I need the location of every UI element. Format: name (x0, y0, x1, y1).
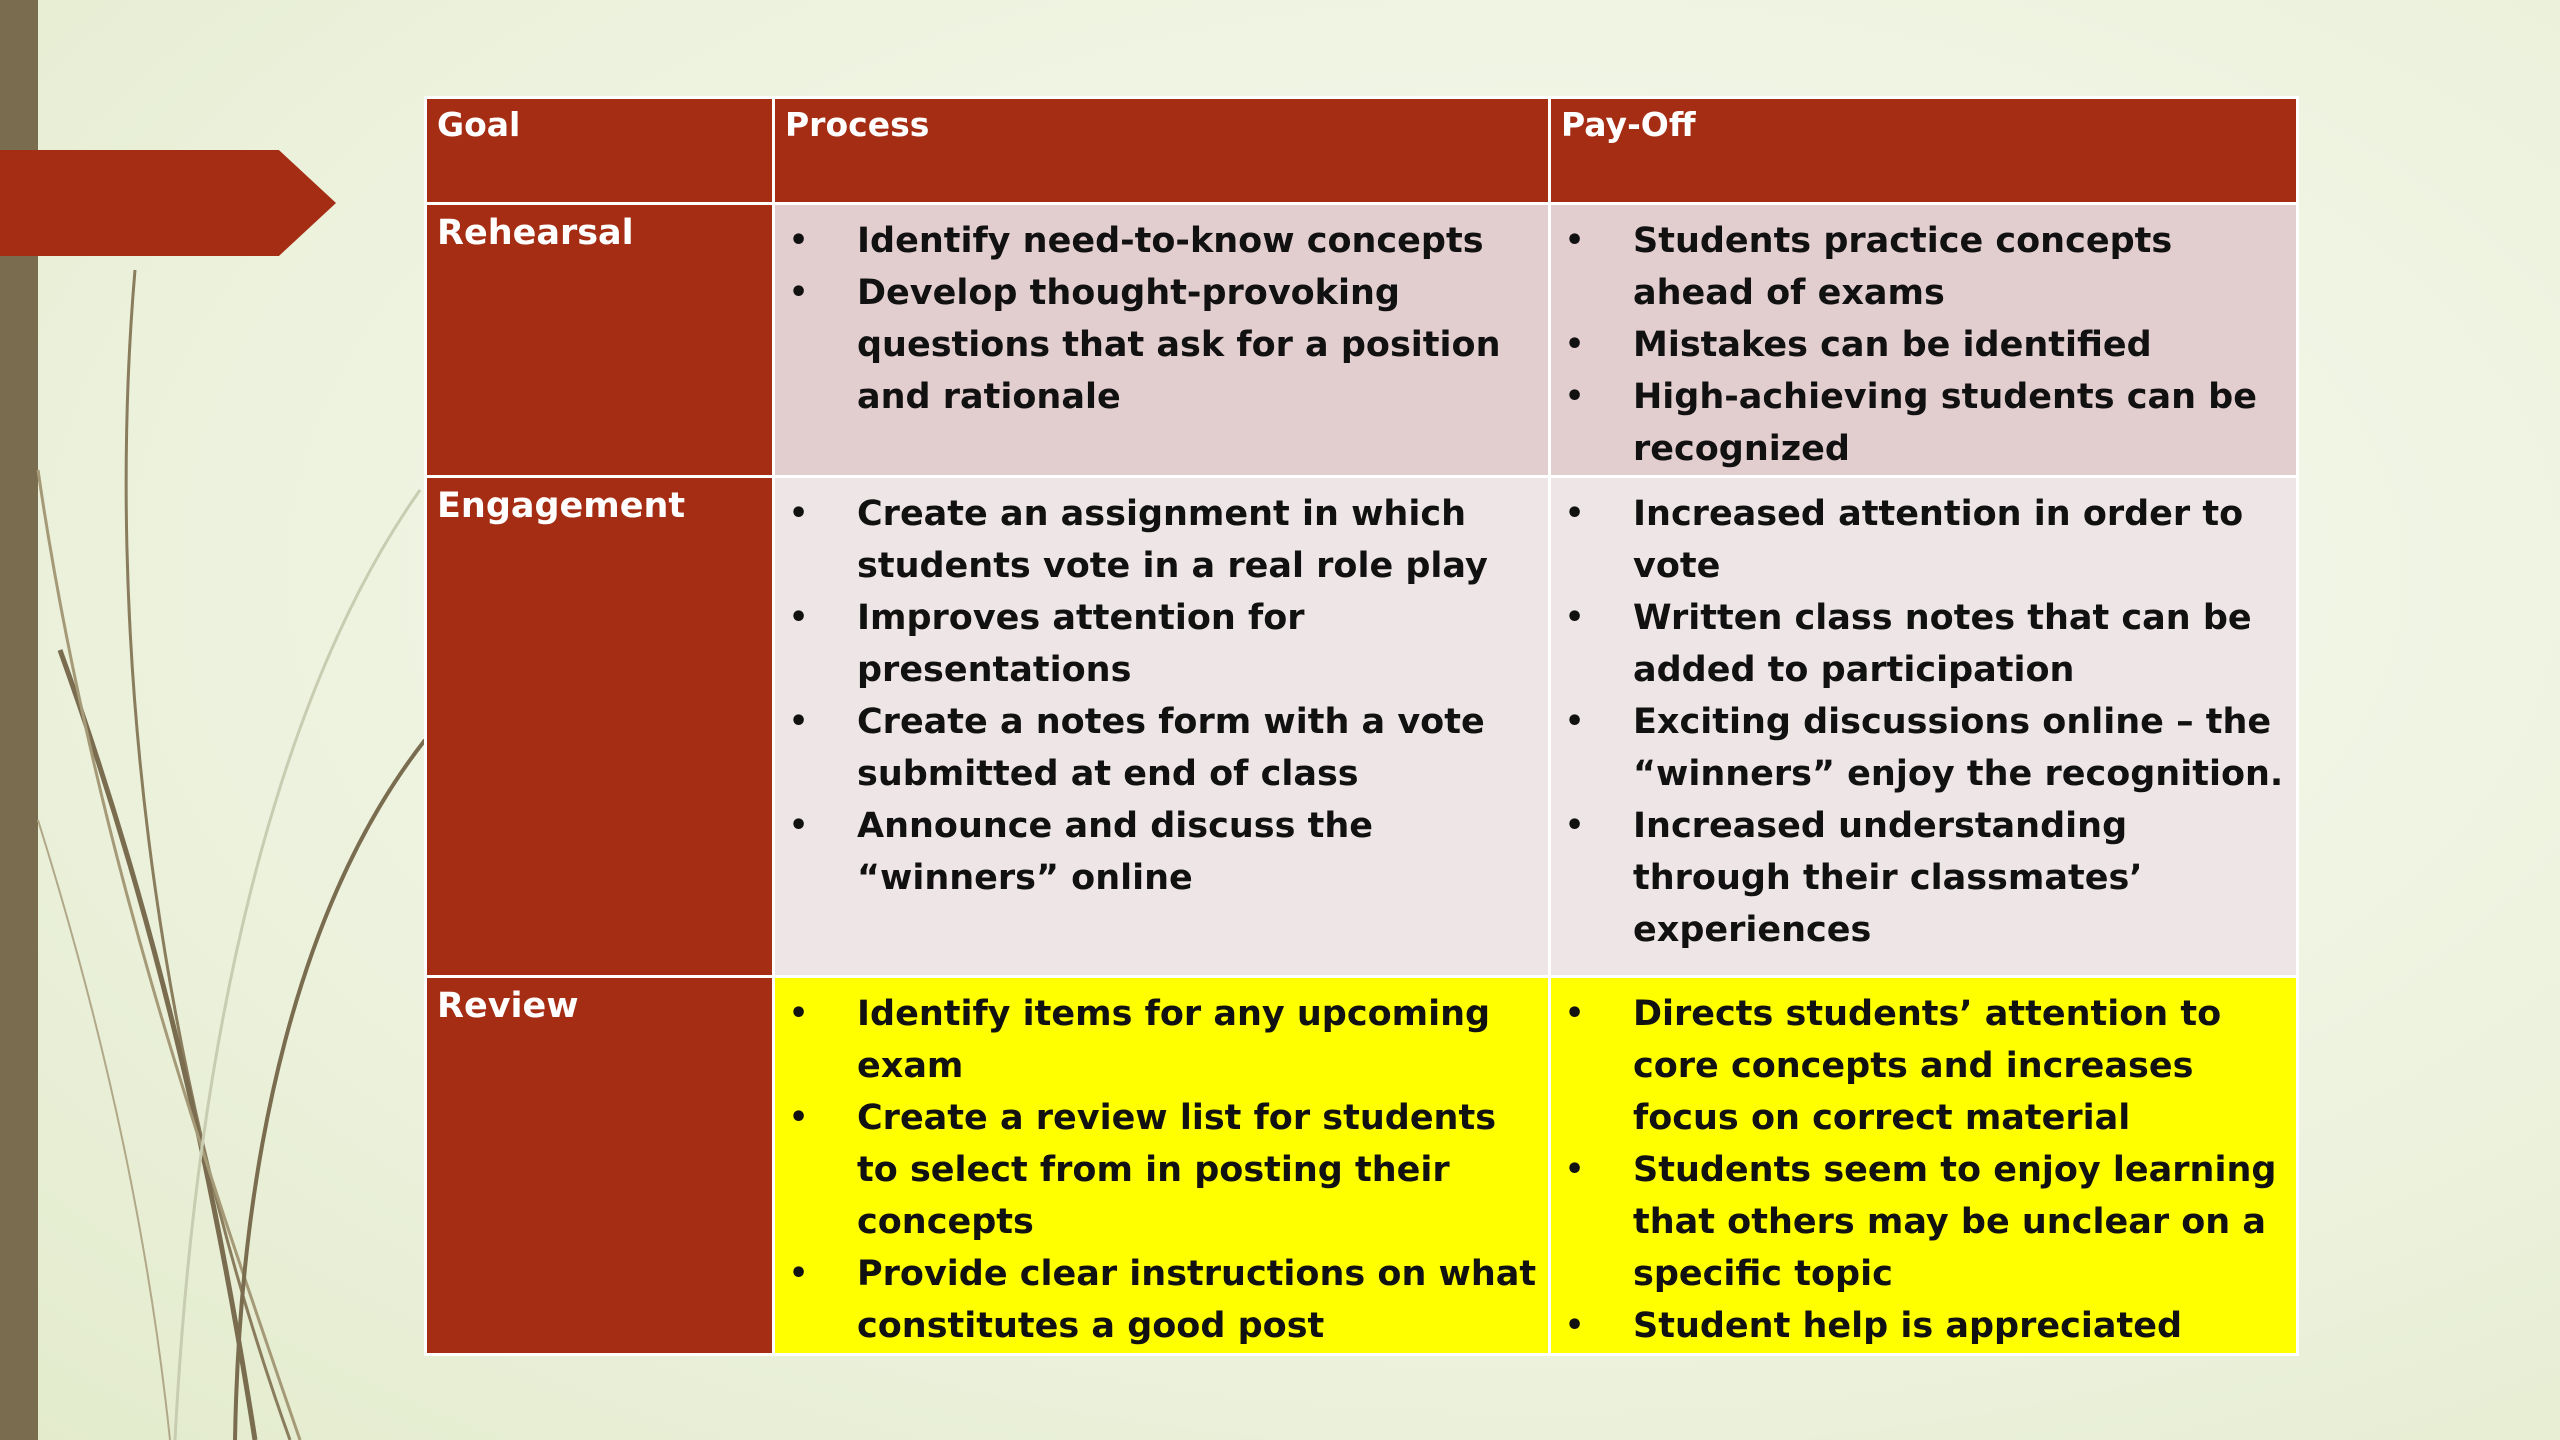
list-item: • Create a review list for students to select from in posting their concepts (775, 1092, 1544, 1248)
header-payoff: Pay-Off (1550, 98, 2298, 204)
header-process: Process (774, 98, 1550, 204)
list-item: • Directs students’ attention to core concepts and increases focus on correct material (1551, 988, 2292, 1144)
list-item: • Identify need-to-know concepts (775, 215, 1544, 267)
goal-process-payoff-table (424, 96, 2299, 1356)
list-item: • Mistakes can be identified (1551, 319, 2292, 371)
list-item: • Provide clear instructions on what constitutes a good post (775, 1248, 1544, 1352)
process-review-list (775, 978, 1548, 1352)
list-item: • Exciting discussions online – the “winners” enjoy the recognition. (1551, 696, 2292, 800)
list-item: • Identify items for any upcoming exam (775, 988, 1544, 1092)
table-header-row (426, 98, 2298, 204)
list-item: • Improves attention for presentations (775, 592, 1544, 696)
process-review (774, 977, 1550, 1355)
list-item: • Students practice concepts ahead of exams (1551, 215, 2292, 319)
table-row-review (426, 977, 2298, 1355)
list-item: • Students seem to enjoy learning that others may be unclear on a specific topic (1551, 1144, 2292, 1300)
list-item: • Written class notes that can be added to participation (1551, 592, 2292, 696)
list-item: • Increased attention in order to vote (1551, 488, 2292, 592)
goal-review: Review (426, 977, 774, 1355)
process-engagement-list (775, 478, 1548, 904)
process-rehearsal-list (775, 205, 1548, 423)
list-item: • Student help is appreciated (1551, 1300, 2292, 1352)
payoff-rehearsal-list (1551, 205, 2296, 475)
goal-engagement: Engagement (426, 477, 774, 977)
payoff-rehearsal (1550, 204, 2298, 477)
payoff-engagement-list (1551, 478, 2296, 956)
list-item: • Create a notes form with a vote submitted at end of class (775, 696, 1544, 800)
payoff-review-list (1551, 978, 2296, 1352)
list-item: • Increased understanding through their classmates’ experiences (1551, 800, 2292, 956)
process-rehearsal (774, 204, 1550, 477)
list-item: • Announce and discuss the “winners” online (775, 800, 1544, 904)
list-item: • High-achieving students can be recognized (1551, 371, 2292, 475)
arrow-shape (0, 150, 336, 256)
list-item: • Create an assignment in which students vote in a real role play (775, 488, 1544, 592)
header-goal: Goal (426, 98, 774, 204)
list-item: • Develop thought-provoking questions that ask for a position and rationale (775, 267, 1544, 423)
table-row-rehearsal (426, 204, 2298, 477)
goal-rehearsal: Rehearsal (426, 204, 774, 477)
payoff-review (1550, 977, 2298, 1355)
process-engagement (774, 477, 1550, 977)
payoff-engagement (1550, 477, 2298, 977)
table-row-engagement (426, 477, 2298, 977)
